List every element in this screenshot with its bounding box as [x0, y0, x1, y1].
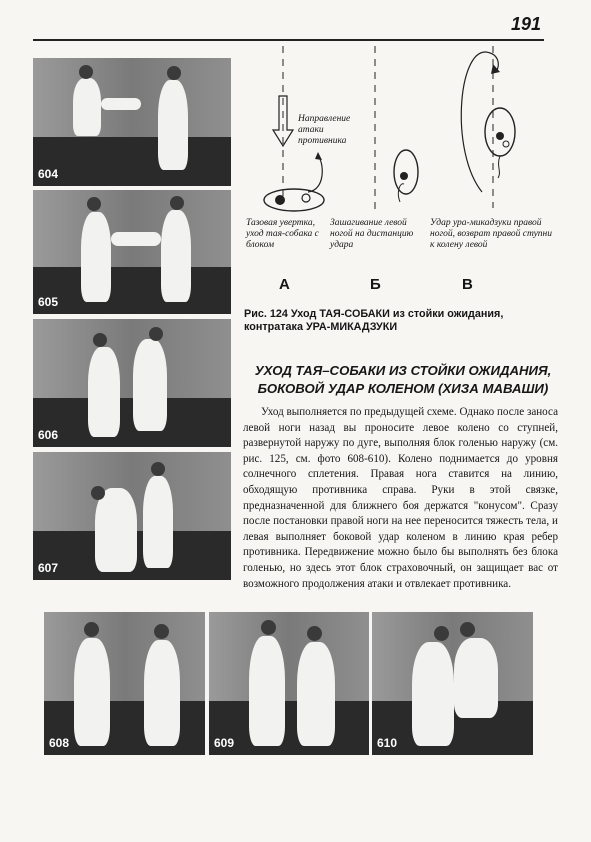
photo-607 [33, 452, 231, 580]
photo-605 [33, 190, 231, 314]
letter-v: В [462, 276, 473, 293]
feet-a [264, 189, 324, 211]
photo-609 [209, 612, 369, 755]
letter-b: Б [370, 276, 381, 293]
label-v: Удар ура-микадзуки правой ногой, возврат правой ступни к колену левой [430, 218, 553, 250]
photo-606 [33, 319, 231, 447]
label-a: Тазовая увертка, уход тая-собака с блоком [246, 218, 319, 250]
section-heading [250, 362, 556, 398]
photo-label: 606 [38, 428, 59, 442]
figure-caption: Рис. 124 Уход ТАЯ-СОБАКИ из стойки ожидания, контратака УРА-МИКАДЗУКИ [244, 308, 504, 333]
heading-line-2: БОКОВОЙ УДАР КОЛЕНОМ (ХИЗА МАВАШИ) [257, 381, 549, 396]
photo-608 [44, 612, 205, 755]
arrow-label: Направление атаки противника [298, 114, 351, 146]
header-rule [33, 39, 544, 41]
photo-604 [33, 58, 231, 186]
photo-label: 605 [38, 295, 59, 309]
label-b: Зашагивание левой ногой на дистанцию удара [330, 218, 414, 250]
photo-610 [372, 612, 533, 755]
photo-label: 608 [49, 736, 70, 750]
photo-label: 607 [38, 561, 59, 575]
photo-label: 610 [377, 736, 398, 750]
photo-label: 609 [214, 736, 235, 750]
body-paragraph: Уход выполняется по предыдущей схеме. Однако после заноса левой ноги назад вы проносите левое колено со ступней, развернутой наружу по дуге, выполняя блок голенью наружу (см. рис. 125, см. фото 608-610). Колено поднимается до уровня солнечного сплетения. Правая нога ставится на линию, обходящую противника справа. Руки в этой связке, предназначенной для ближнего боя держатся "конусом". Сразу после постановки правой ноги на нее переносится тяжесть тела, и левая выполняет боковой удар коленом в линию края ребер противника. Передвижение можно было бы выполнять без блока голенью, но здесь этот блок страховочный, он защищает вас от возможного продолжения атаки и отвлекает противника. [243, 406, 558, 590]
photo-label: 604 [38, 167, 59, 181]
page-number: 191 [510, 14, 541, 34]
letter-a: А [279, 276, 290, 293]
heading-line-1: УХОД ТАЯ–СОБАКИ ИЗ СТОЙКИ ОЖИДАНИЯ, [254, 363, 552, 378]
feet-b [394, 150, 418, 194]
